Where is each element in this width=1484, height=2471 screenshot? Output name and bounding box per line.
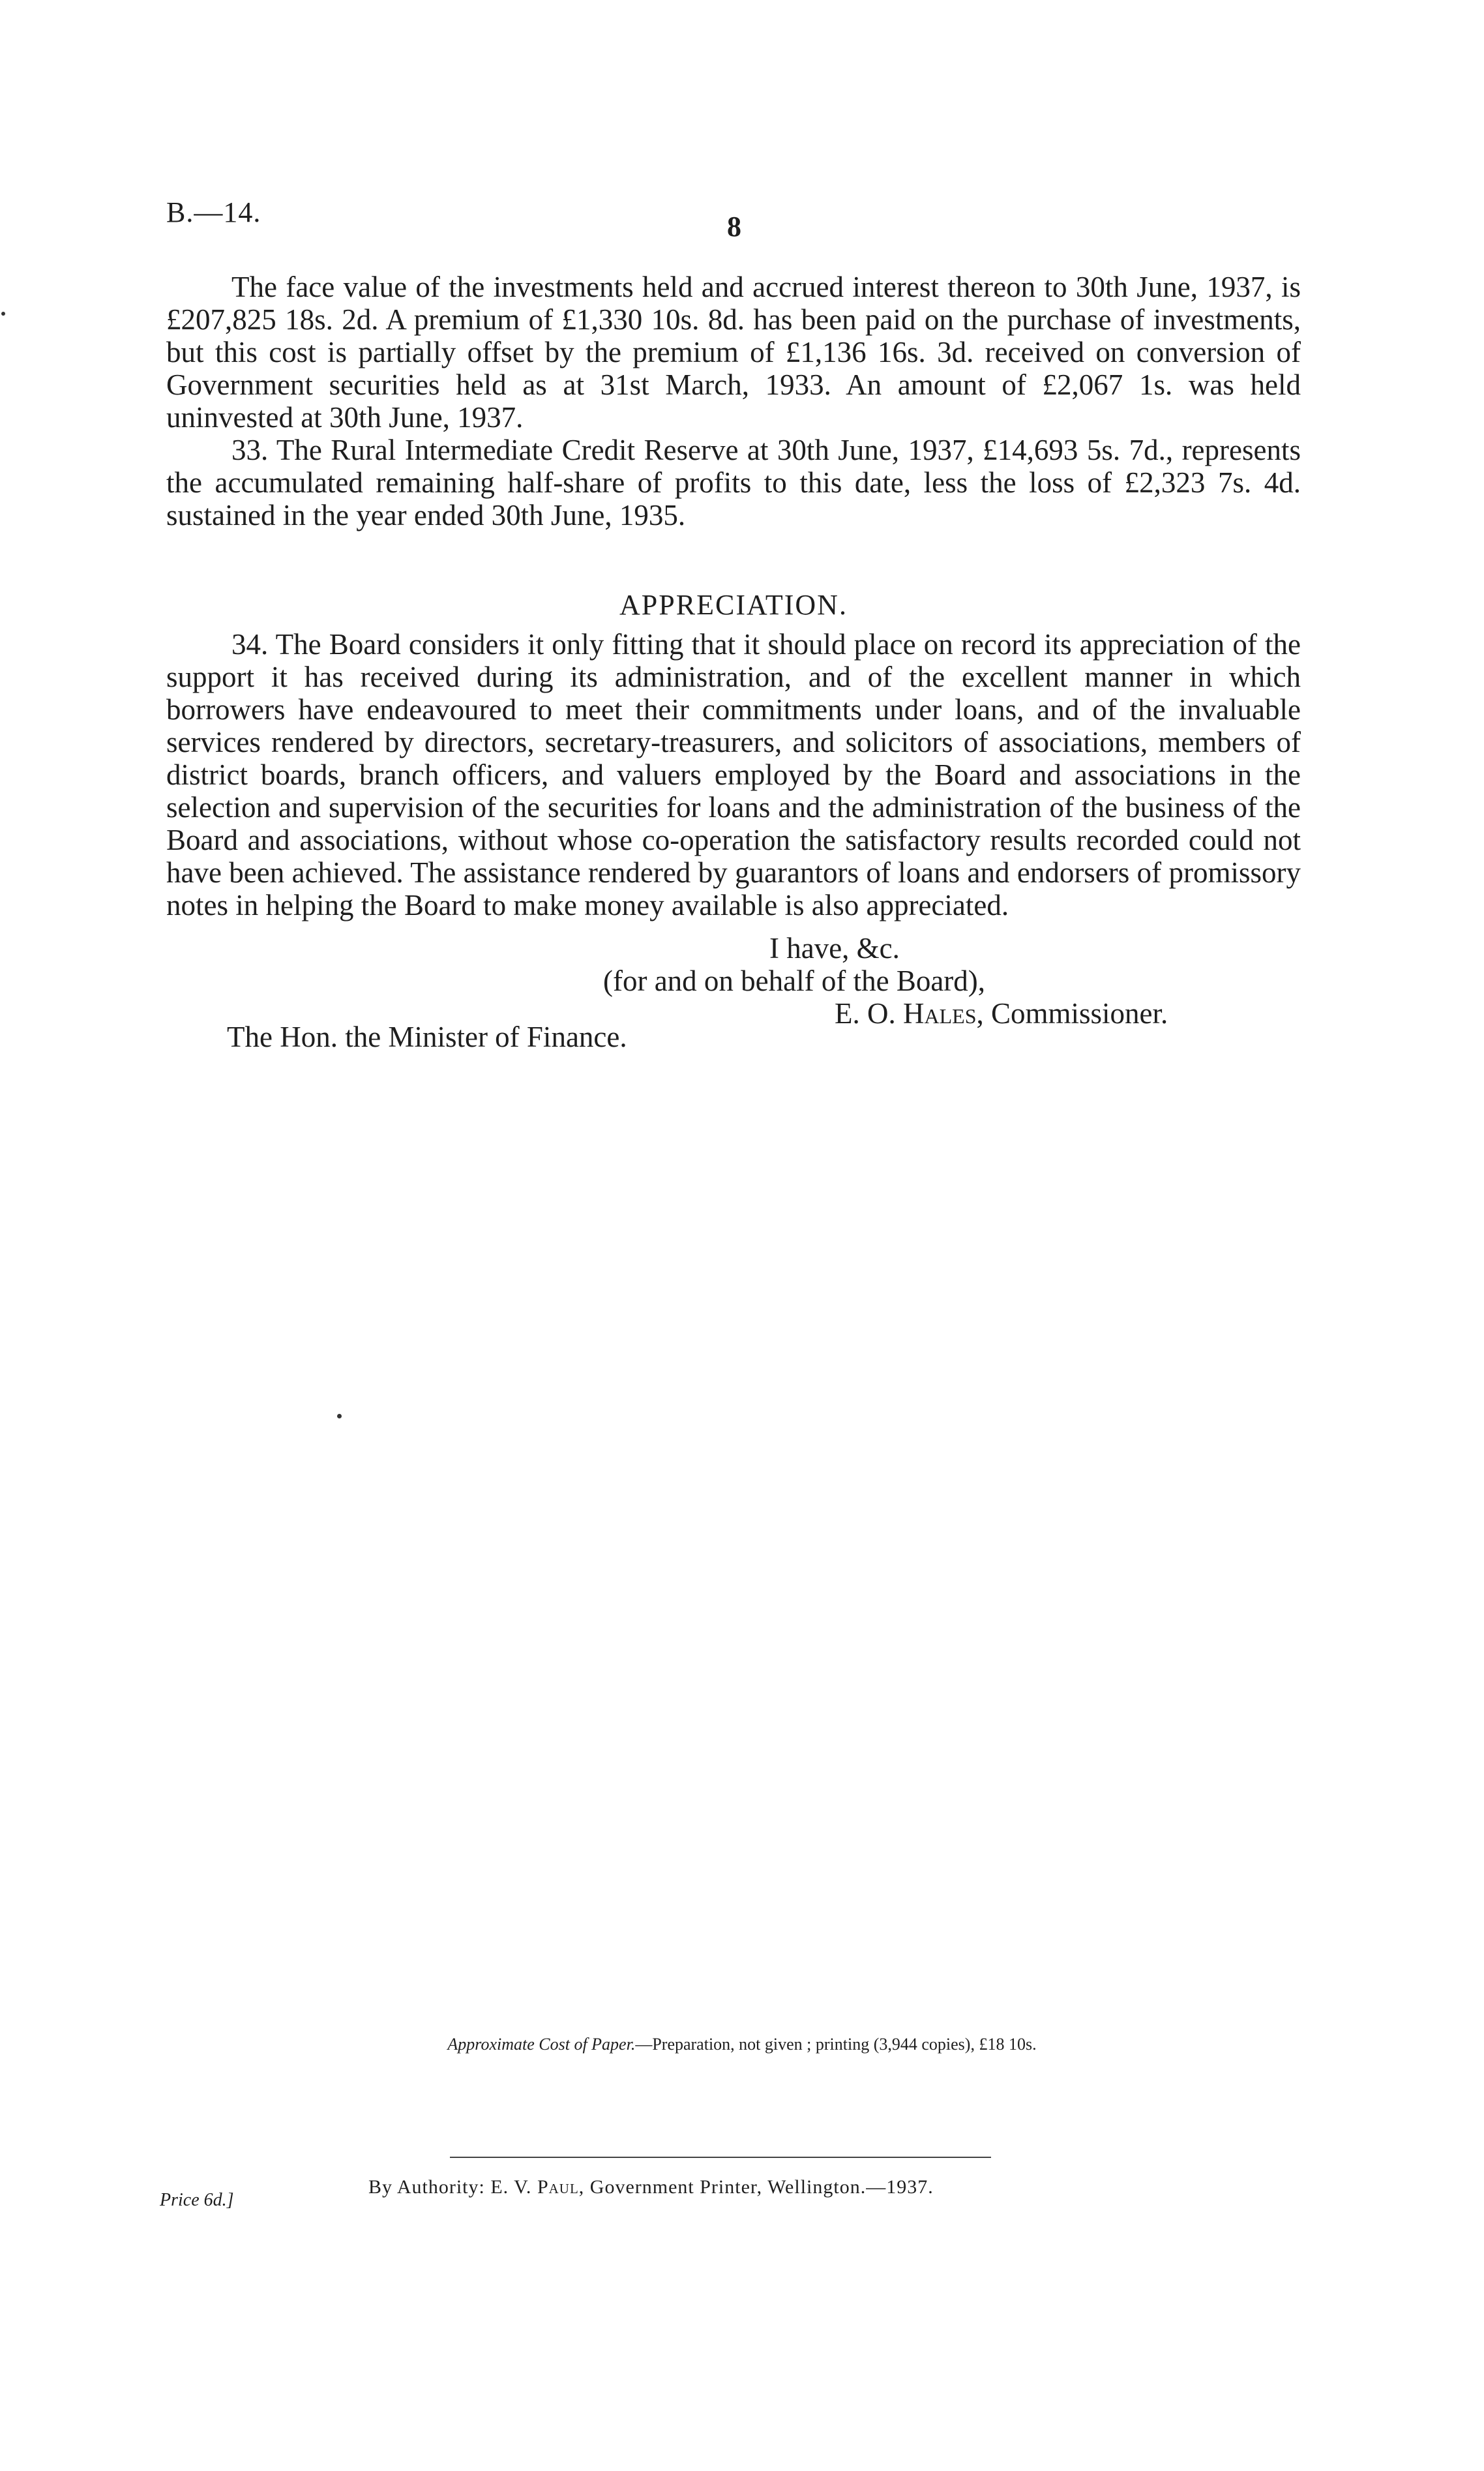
page-header xyxy=(166,196,1307,248)
authority-prefix: By Authority: E. V. xyxy=(368,2176,532,2198)
cost-text: —Preparation, not given ; printing (3,944 copies), £18 10s. xyxy=(635,2035,1037,2054)
section-heading-appreciation: APPRECIATION. xyxy=(619,589,848,621)
signatory-title: , Commissioner. xyxy=(976,997,1168,1030)
paragraph-33-reserve: 33. The Rural Intermediate Credit Reserve at 30th June, 1937, £14,693 5s. 7d., represents the accumulated remaining half-share of profits to this date, less the loss of £2,323 7s. 4d. sustained in the year ended 30th June, 1935. xyxy=(166,434,1301,532)
closing-on-behalf: (for and on behalf of the Board), xyxy=(603,965,986,997)
printer-imprint xyxy=(368,2176,934,2198)
document-reference: B.—14. xyxy=(166,196,261,228)
signatory xyxy=(835,997,1168,1030)
body-text xyxy=(166,271,1301,1137)
closing-block xyxy=(166,921,1301,1137)
paragraph-investments: The face value of the investments held and accrued interest thereon to 30th June, 1937, is £207,825 18s. 2d. A premium of £1,330 10s. 8d. has been paid on the purchase of investments, but this cost is partially offset by the premium of £1,136 16s. 3d. received on conversion of Government securities held as at 31st March, 1933. An amount of £2,067 1s. was held uninvested at 30th June, 1937. xyxy=(166,271,1301,434)
price-label: Price 6d.] xyxy=(160,2190,234,2210)
closing-salutation: I have, &c. xyxy=(769,932,900,965)
page-number: 8 xyxy=(727,211,741,243)
scan-speck xyxy=(1,312,5,316)
authority-suffix: , Government Printer, Wellington.—1937. xyxy=(578,2176,934,2198)
paragraph-34-appreciation: 34. The Board considers it only fitting that it should place on record its appreciation of the support it has received during its administration, and of the excellent manner in which borrowers have endeavoured to meet their commitments under loans, and of the invaluable services rendered by directors, secretary-treasurers, and solicitors of associations, members of district boards, branch officers, and valuers employed by the Board and associations in the selection and supervision of the securities for loans and the administration of the business of the Board and associations, without whose co-operation the satisfactory results recorded could not have been achieved. The assistance rendered by guarantors of loans and endorsers of promissory notes in helping the Board to make money available is also appreciated. xyxy=(166,628,1301,921)
scan-speck xyxy=(337,1414,342,1418)
cost-label: Approximate Cost of Paper. xyxy=(447,2035,636,2054)
printer-name: Paul xyxy=(537,2176,579,2198)
cost-of-paper-note xyxy=(0,2035,1484,2054)
footer-divider xyxy=(450,2157,991,2158)
signatory-initials: E. O. xyxy=(835,997,896,1030)
addressee: The Hon. the Minister of Finance. xyxy=(227,1021,627,1053)
signatory-surname: Hales xyxy=(903,997,977,1030)
